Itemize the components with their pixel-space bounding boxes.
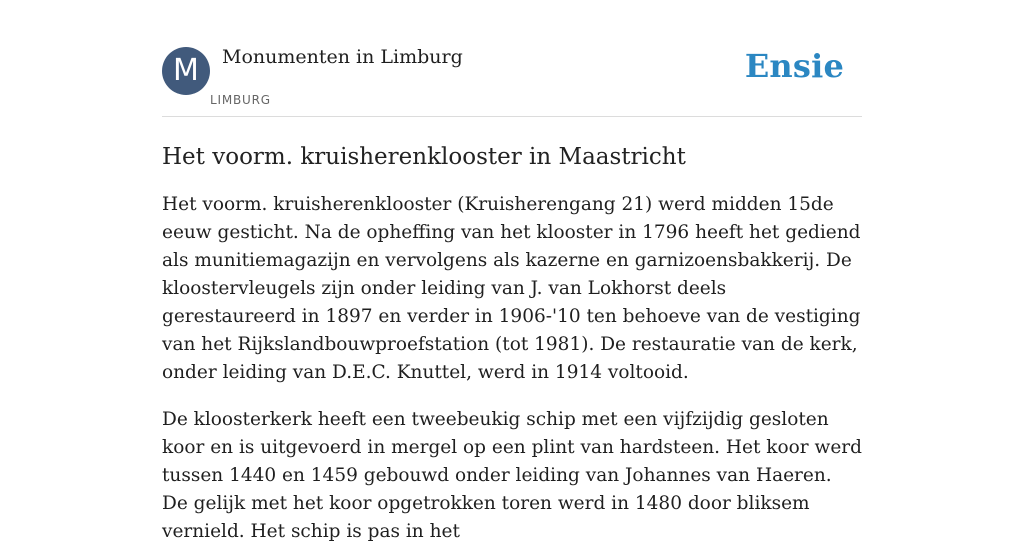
avatar-letter: M — [173, 53, 199, 88]
avatar[interactable] — [162, 47, 210, 95]
page-container — [162, 0, 862, 546]
article-paragraph-1: Het voorm. kruisherenklooster (Kruisherengang 21) werd midden 15de eeuw gesticht. Na de opheffing van het klooster in 1796 heeft het gediend als munitiemagazijn en vervolgens als kazerne en garnizoensbakkerij. De kloostervleugels zijn onder leiding van J. van Lokhorst deels gerestaureerd in 1897 en verder in 1906-'10 ten behoeve van de vestiging van het Rijkslandbouwproefstation (tot 1981). De restauratie van de kerk, onder leiding van D.E.C. Knuttel, werd in 1914 voltooid. — [162, 194, 861, 383]
article-paragraph-2: De kloosterkerk heeft een tweebeukig schip met een vijfzijdig gesloten koor en is uitgevoerd in mergel op een plint van hardsteen. Het koor werd tussen 1440 en 1459 gebouwd onder leiding van Johannes van Haeren. De gelijk met het koor opgetrokken toren werd in 1480 door bliksem vernield. Het schip is pas in het — [162, 409, 862, 542]
article-title: Het voorm. kruisherenklooster in Maastricht — [162, 144, 686, 170]
site-subtitle[interactable]: LIMBURG — [210, 93, 271, 107]
site-title[interactable]: Monumenten in Limburg — [222, 46, 463, 68]
header — [162, 0, 862, 117]
brand-logo[interactable]: Ensie — [744, 47, 844, 85]
